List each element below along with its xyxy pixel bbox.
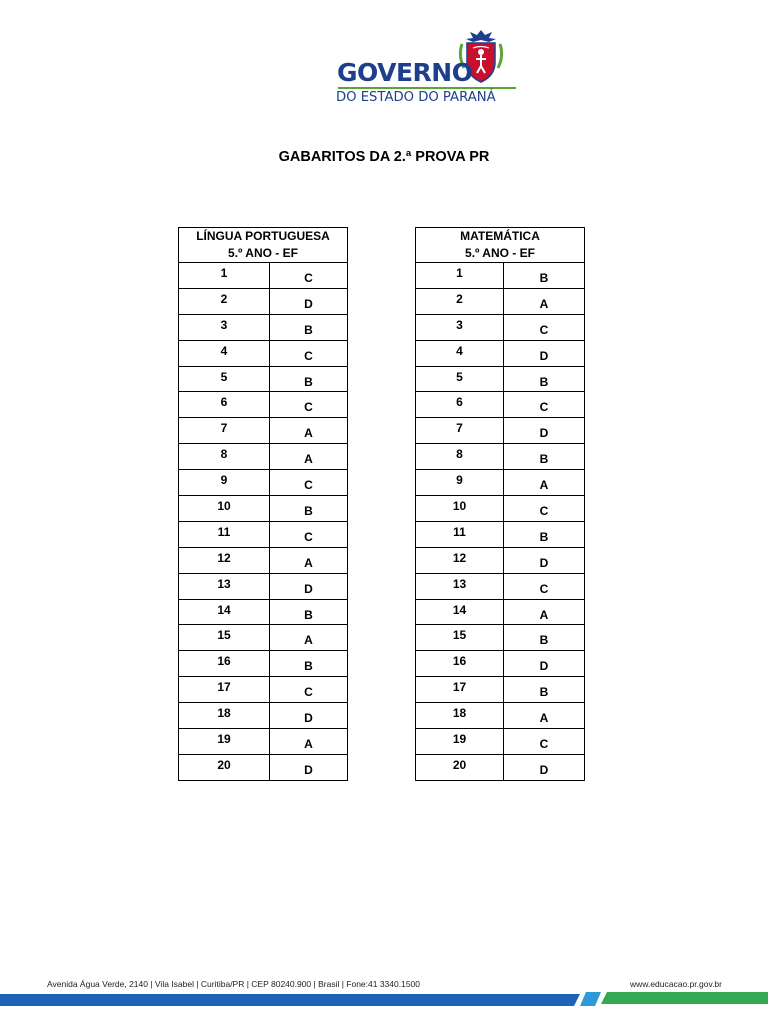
question-number: 7 [179, 418, 270, 444]
grade-label: 5.º ANO - EF [228, 246, 298, 260]
answer-key-table-portuguese [178, 227, 348, 781]
answer-letter: D [270, 703, 348, 729]
table-row [416, 470, 585, 496]
table-row [416, 729, 585, 755]
answer-letter: B [270, 314, 348, 340]
answer-letter: C [270, 340, 348, 366]
table-row [179, 418, 348, 444]
question-number: 10 [179, 496, 270, 522]
question-number: 12 [179, 547, 270, 573]
table-row [179, 340, 348, 366]
logo-wordmark: GOVERNO [337, 58, 473, 87]
answer-letter: A [270, 729, 348, 755]
subject-name: LÍNGUA PORTUGUESA [196, 229, 330, 243]
question-number: 4 [416, 340, 504, 366]
question-number: 11 [179, 521, 270, 547]
logo-divider [338, 87, 516, 89]
answer-letter: A [504, 703, 585, 729]
logo-subtitle: DO ESTADO DO PARANÁ [336, 90, 496, 105]
table-row [416, 625, 585, 651]
question-number: 19 [179, 729, 270, 755]
answer-letter: C [504, 573, 585, 599]
question-number: 15 [416, 625, 504, 651]
table-row [416, 651, 585, 677]
answer-letter: A [270, 625, 348, 651]
answer-letter: A [504, 288, 585, 314]
answer-letter: A [270, 547, 348, 573]
government-logo [330, 26, 522, 105]
answer-letter: B [270, 599, 348, 625]
question-number: 15 [179, 625, 270, 651]
question-number: 17 [416, 677, 504, 703]
table-row [179, 573, 348, 599]
question-number: 16 [416, 651, 504, 677]
table-row [179, 651, 348, 677]
table-row [416, 677, 585, 703]
question-number: 20 [416, 754, 504, 780]
question-number: 2 [416, 288, 504, 314]
table-row [416, 314, 585, 340]
table-row [416, 703, 585, 729]
table-header [416, 228, 585, 263]
question-number: 19 [416, 729, 504, 755]
question-number: 8 [179, 444, 270, 470]
answer-letter: B [270, 496, 348, 522]
table-row [179, 703, 348, 729]
answer-letter: A [504, 599, 585, 625]
page-title: GABARITOS DA 2.ª PROVA PR [278, 149, 490, 165]
table-row [179, 470, 348, 496]
table-row [179, 314, 348, 340]
answer-letter: D [270, 754, 348, 780]
question-number: 13 [179, 573, 270, 599]
answer-letter: C [504, 496, 585, 522]
question-number: 18 [416, 703, 504, 729]
footer-website: www.educacao.pr.gov.br [630, 979, 722, 989]
table-row [416, 340, 585, 366]
question-number: 18 [179, 703, 270, 729]
answer-letter: C [504, 392, 585, 418]
answer-letter: C [504, 314, 585, 340]
question-number: 9 [416, 470, 504, 496]
table-row [416, 496, 585, 522]
table-row [179, 366, 348, 392]
question-number: 4 [179, 340, 270, 366]
table-header [179, 228, 348, 263]
answer-letter: A [270, 444, 348, 470]
footer-bar-green [601, 992, 768, 1004]
answer-letter: C [270, 470, 348, 496]
question-number: 7 [416, 418, 504, 444]
answer-letter: D [504, 547, 585, 573]
table-row [416, 599, 585, 625]
table-row [179, 547, 348, 573]
answer-letter: A [504, 470, 585, 496]
question-number: 5 [416, 366, 504, 392]
table-row [179, 392, 348, 418]
answer-letter: B [270, 366, 348, 392]
table-row [416, 263, 585, 289]
subject-name: MATEMÁTICA [460, 229, 540, 243]
answer-letter: B [504, 366, 585, 392]
question-number: 17 [179, 677, 270, 703]
footer-bar-light [580, 992, 601, 1006]
table-row [416, 547, 585, 573]
question-number: 1 [416, 263, 504, 289]
answer-letter: D [270, 288, 348, 314]
table-row [179, 496, 348, 522]
question-number: 6 [179, 392, 270, 418]
answer-letter: C [270, 677, 348, 703]
question-number: 9 [179, 470, 270, 496]
question-number: 16 [179, 651, 270, 677]
answer-letter: B [270, 651, 348, 677]
answer-letter: B [504, 444, 585, 470]
question-number: 14 [179, 599, 270, 625]
answer-letter: D [504, 754, 585, 780]
table-row [416, 521, 585, 547]
answer-letter: D [270, 573, 348, 599]
table-row [179, 521, 348, 547]
answer-letter: B [504, 263, 585, 289]
table-row [179, 444, 348, 470]
answer-letter: D [504, 340, 585, 366]
question-number: 10 [416, 496, 504, 522]
answer-letter: A [270, 418, 348, 444]
table-row [179, 677, 348, 703]
table-row [179, 599, 348, 625]
table-row [416, 366, 585, 392]
table-row [179, 263, 348, 289]
answer-letter: D [504, 651, 585, 677]
answer-letter: C [504, 729, 585, 755]
answer-key-table-math [415, 227, 585, 781]
answer-letter: C [270, 263, 348, 289]
answer-letter: C [270, 392, 348, 418]
grade-label: 5.º ANO - EF [465, 246, 535, 260]
table-row [179, 625, 348, 651]
question-number: 2 [179, 288, 270, 314]
question-number: 5 [179, 366, 270, 392]
question-number: 3 [179, 314, 270, 340]
table-row [179, 729, 348, 755]
answer-letter: C [270, 521, 348, 547]
question-number: 14 [416, 599, 504, 625]
question-number: 1 [179, 263, 270, 289]
answer-letter: B [504, 625, 585, 651]
table-row [179, 754, 348, 780]
question-number: 11 [416, 521, 504, 547]
table-row [416, 288, 585, 314]
question-number: 8 [416, 444, 504, 470]
question-number: 20 [179, 754, 270, 780]
question-number: 6 [416, 392, 504, 418]
question-number: 13 [416, 573, 504, 599]
answer-letter: B [504, 677, 585, 703]
table-row [416, 392, 585, 418]
table-row [416, 754, 585, 780]
table-row [416, 573, 585, 599]
question-number: 12 [416, 547, 504, 573]
table-row [179, 288, 348, 314]
table-row [416, 418, 585, 444]
footer-color-bar [0, 992, 768, 1006]
question-number: 3 [416, 314, 504, 340]
footer-bar-blue [0, 994, 580, 1006]
footer-address: Avenida Água Verde, 2140 | Vila Isabel | Curitiba/PR | CEP 80240.900 | Brasil | Fone:41 3340.1500 [47, 979, 421, 989]
answer-letter: D [504, 418, 585, 444]
table-row [416, 444, 585, 470]
answer-letter: B [504, 521, 585, 547]
